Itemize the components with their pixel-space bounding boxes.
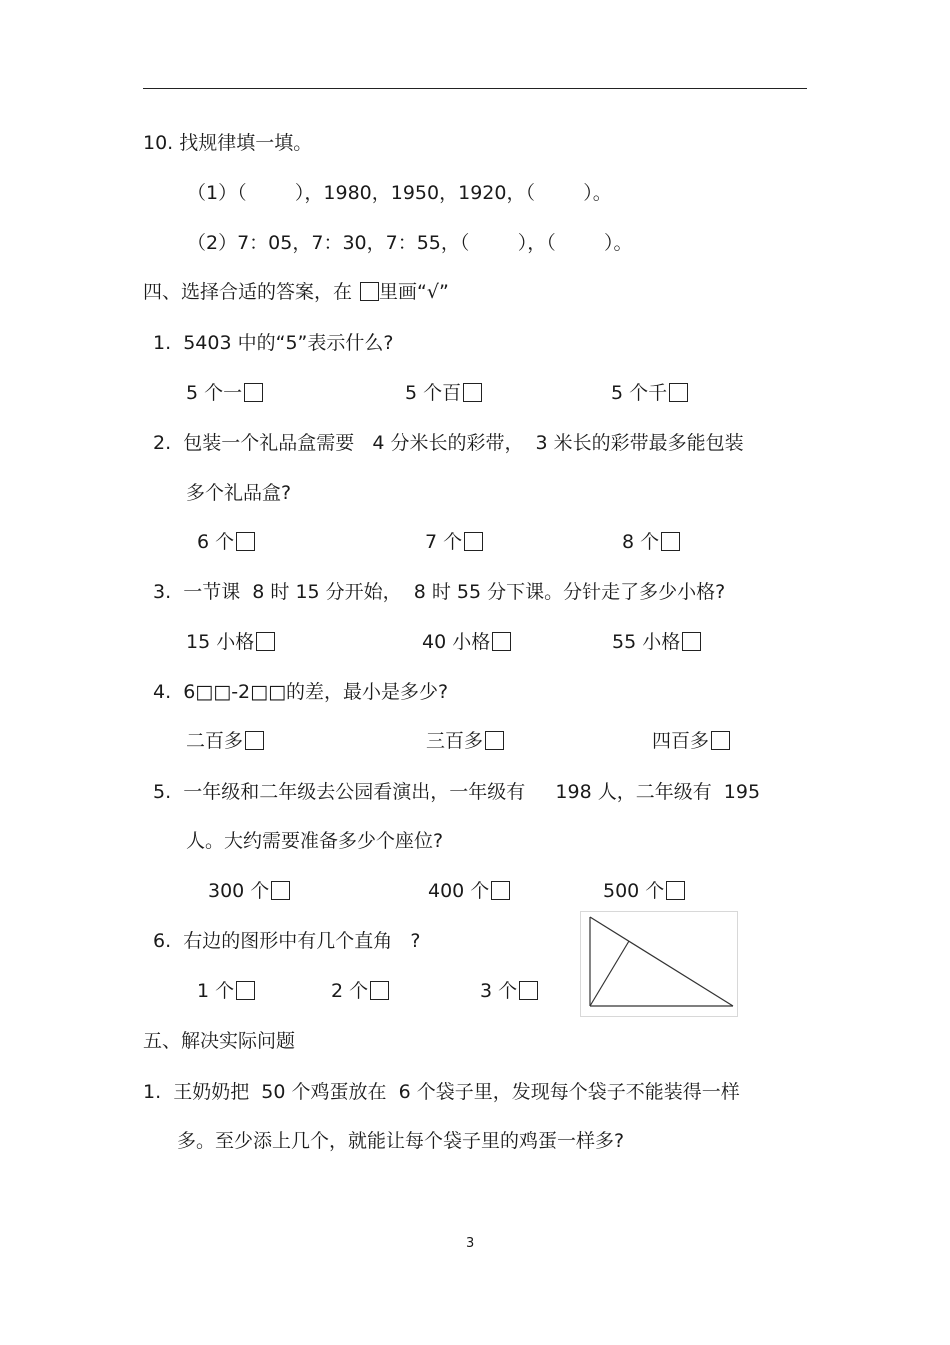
q5-line1: 5. 一年级和二年级去公园看演出，一年级有 198 人，二年级有 195 [153, 781, 761, 803]
q3-option-c: 55 小格 [612, 630, 701, 654]
q5-option-a: 300 个 [208, 879, 290, 903]
q1-check-box-a[interactable] [244, 383, 263, 402]
q6-check-box-a[interactable] [236, 981, 255, 1000]
q5-option-c: 500 个 [603, 879, 685, 903]
q2-check-box-a[interactable] [236, 532, 255, 551]
q1-check-box-c[interactable] [669, 383, 688, 402]
q4-option-b: 三百多 [426, 729, 504, 753]
q2-option-c: 8 个 [622, 530, 680, 554]
q1-check-box-b[interactable] [463, 383, 482, 402]
q5-option-b: 400 个 [428, 879, 510, 903]
q5-check-box-a[interactable] [271, 881, 290, 900]
q2-option-b: 7 个 [425, 530, 483, 554]
q10-line2: （2）7：05，7：30，7：55，（ ），（ ）。 [187, 232, 633, 254]
q3-check-box-c[interactable] [682, 632, 701, 651]
q6-option-a: 1 个 [197, 979, 255, 1003]
s5-q1-line2: 多。至少添上几个，就能让每个袋子里的鸡蛋一样多? [177, 1130, 625, 1152]
q6-option-c: 3 个 [480, 979, 538, 1003]
q2-check-box-b[interactable] [464, 532, 483, 551]
q4-option-a: 二百多 [186, 729, 264, 753]
q4-check-box-c[interactable] [711, 731, 730, 750]
figure-hypotenuse [590, 917, 733, 1006]
q3-check-box-a[interactable] [256, 632, 275, 651]
right-angle-figure [580, 911, 740, 1019]
s5-q1-line1: 1. 王奶奶把 50 个鸡蛋放在 6 个袋子里，发现每个袋子不能装得一样 [143, 1081, 740, 1103]
q6-check-box-c[interactable] [519, 981, 538, 1000]
q3-check-box-b[interactable] [492, 632, 511, 651]
q1-text: 1. 5403 中的“5”表示什么? [153, 332, 394, 354]
header-rule [143, 88, 807, 89]
q3-option-b: 40 小格 [422, 630, 511, 654]
q5-line2: 人。大约需要准备多少个座位? [186, 830, 444, 852]
q4-check-box-b[interactable] [485, 731, 504, 750]
figure-inner-line [590, 941, 629, 1006]
q6-check-box-b[interactable] [370, 981, 389, 1000]
section4-heading-before: 四、选择合适的答案，在 [143, 281, 359, 303]
q2-check-box-c[interactable] [661, 532, 680, 551]
section4-heading [143, 280, 449, 304]
q3-option-a: 15 小格 [186, 630, 275, 654]
q1-option-b: 5 个百 [405, 381, 482, 405]
section4-heading-after: 里画“√” [379, 281, 449, 303]
q2-line1: 2. 包装一个礼品盒需要 4 分米长的彩带， 3 米长的彩带最多能包装 [153, 432, 744, 454]
q1-option-c: 5 个千 [611, 381, 688, 405]
q4-text: 4. 6□□-2□□的差，最小是多少? [153, 681, 449, 703]
figure-frame [581, 912, 738, 1017]
q5-check-box-b[interactable] [491, 881, 510, 900]
q6-option-b: 2 个 [331, 979, 389, 1003]
q2-option-a: 6 个 [197, 530, 255, 554]
q3-text: 3. 一节课 8 时 15 分开始， 8 时 55 分下课。分针走了多少小格? [153, 581, 726, 603]
q2-line2: 多个礼品盒? [186, 482, 292, 504]
q10-line1: （1）（ ），1980，1950，1920，（ ）。 [187, 182, 612, 204]
q4-option-c: 四百多 [652, 729, 730, 753]
q4-check-box-a[interactable] [245, 731, 264, 750]
page-number: 3 [466, 1236, 475, 1251]
answer-box-icon [360, 282, 379, 301]
q1-option-a: 5 个一 [186, 381, 263, 405]
section5-heading: 五、解决实际问题 [143, 1030, 296, 1052]
q5-check-box-c[interactable] [666, 881, 685, 900]
q10-title: 10. 找规律填一填。 [143, 132, 313, 154]
q6-text: 6. 右边的图形中有几个直角 ? [153, 930, 421, 952]
